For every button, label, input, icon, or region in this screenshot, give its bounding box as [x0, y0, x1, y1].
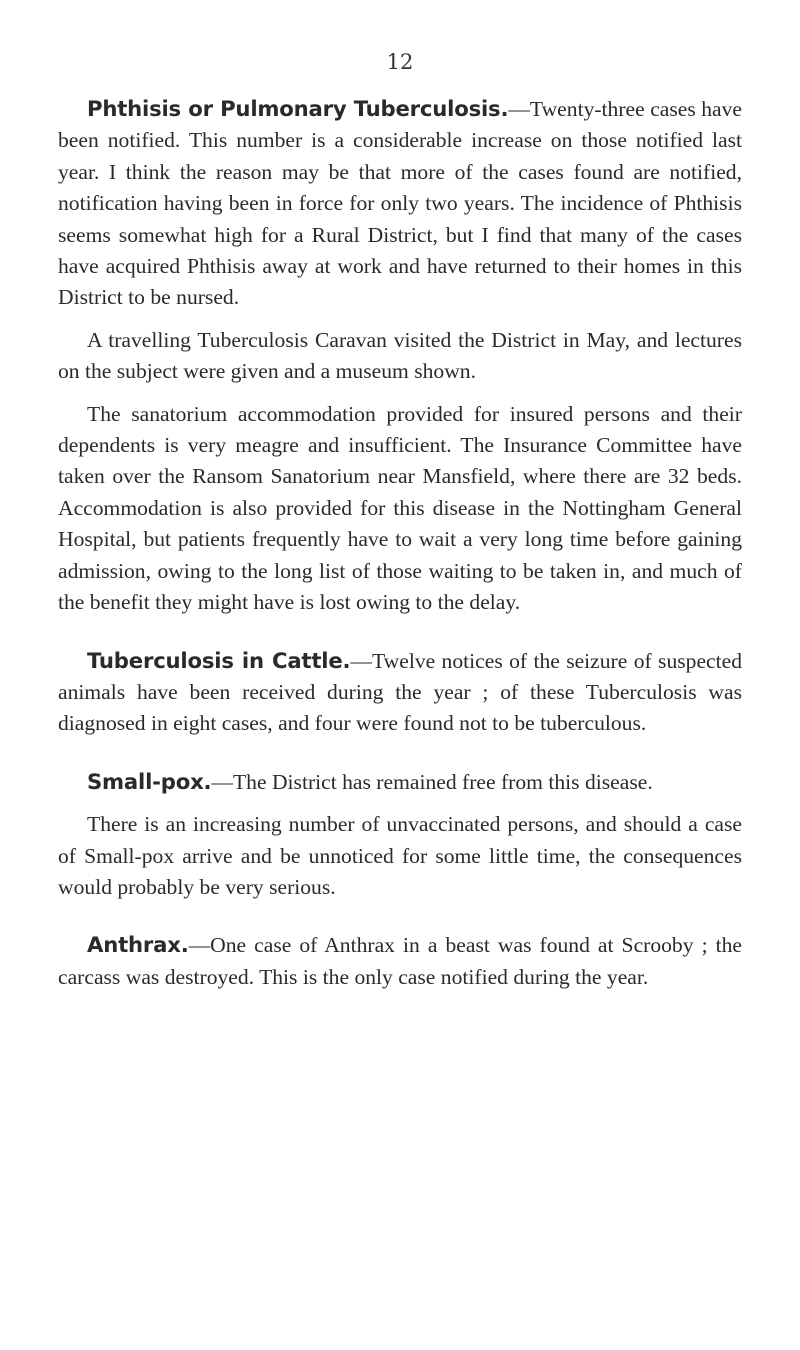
anthrax-paragraph-1	[58, 929, 742, 993]
phthisis-paragraph-1	[58, 93, 742, 314]
page-number: 12	[386, 50, 414, 74]
smallpox-heading: Small-pox.	[87, 768, 212, 794]
phthisis-paragraph-3: The sanatorium accommodation provided for insured persons and their dependents is very meagre and insufficient. The Insurance Committee have taken over the Ransom Sanatorium near Mansfield, where there are 32 beds. Accommodation is also provided for this disease in the Nottingham General Hospital, but patients frequently have to wait a very long time before gaining admission, owing to the long list of those waiting to be taken in, and much of the benefit they might have is lost owing to the delay.	[58, 401, 742, 615]
phthisis-heading: Phthisis or Pulmonary Tuberculosis.	[87, 96, 509, 121]
smallpox-paragraph-1	[58, 766, 742, 798]
smallpox-paragraph-1-text: —The District has remained free from this disease.	[211, 769, 653, 794]
document-body	[58, 93, 742, 993]
anthrax-heading: Anthrax.	[87, 932, 189, 958]
cattle-paragraph-1-text: —Twelve notices of the seizure of suspected animals have been received during the year ; of these Tuberculosis was diagnosed in eight cases, and four were found not to be tuberculous.	[58, 648, 743, 736]
smallpox-paragraph-2: There is an increasing number of unvaccinated persons, and should a case of Small-pox arrive and be unnoticed for some little time, the consequences would probably be very serious.	[58, 812, 742, 899]
phthisis-paragraph-2: A travelling Tuberculosis Caravan visited the District in May, and lectures on the subject were given and a museum shown.	[58, 327, 742, 384]
cattle-heading: Tuberculosis in Cattle.	[87, 647, 351, 673]
cattle-paragraph-1	[58, 645, 742, 740]
anthrax-paragraph-1-text: —One case of Anthrax in a beast was found at Scrooby ; the carcass was destroyed. This is the only case notified during the year.	[58, 933, 742, 989]
phthisis-paragraph-1-text: —Twenty-three cases have been notified. This number is a considerable increase on those notified last year. I think the reason may be that more of the cases found are notified, notification having been in force for only two years. The incidence of Phthisis seems somewhat high for a Rural District, but I find that many of the cases have acquired Phthisis away at work and have returned to their homes in this District to be nursed.	[58, 97, 743, 310]
